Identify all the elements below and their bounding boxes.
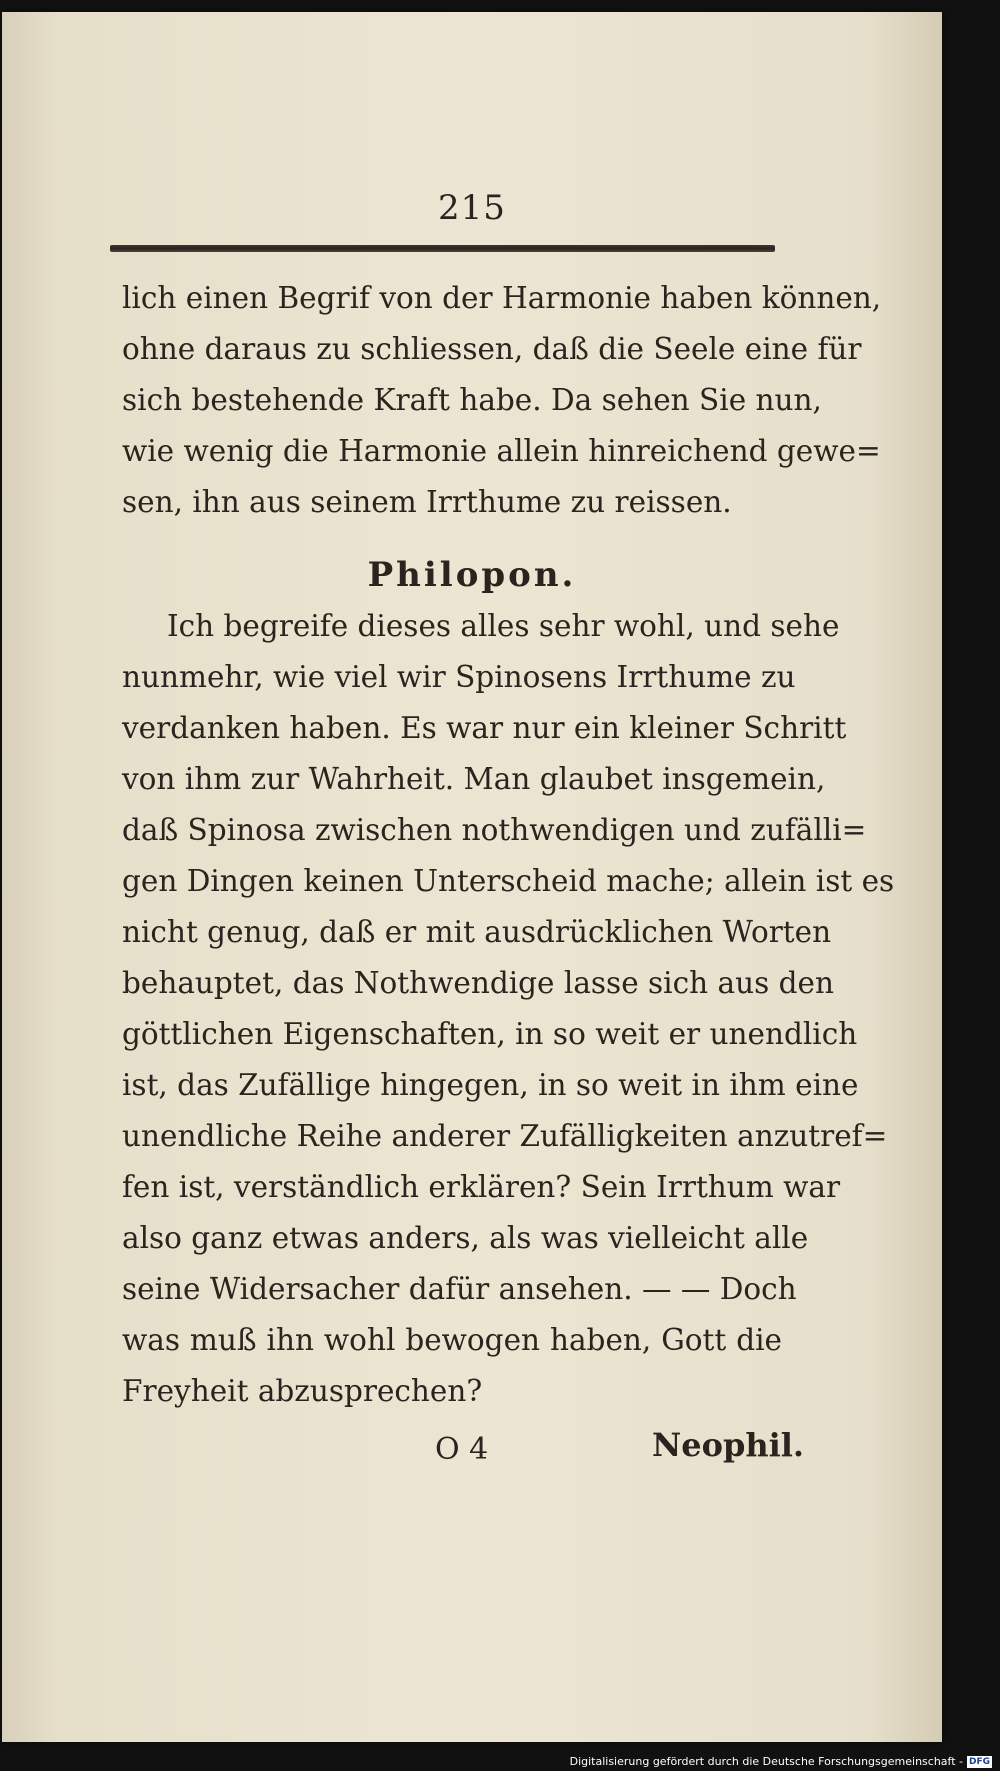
text-line: verdanken haben. Es war nur ein kleiner Schritt (122, 711, 847, 745)
text-line: lich einen Begrif von der Harmonie haben können, (122, 281, 882, 315)
text-line: daß Spinosa zwischen nothwendigen und zufälli= (122, 813, 867, 847)
text-line: wie wenig die Harmonie allein hinreichend gewe= (122, 434, 881, 468)
catchword: Neophil. (652, 1426, 805, 1464)
text-line: behauptet, das Nothwendige lasse sich aus den (122, 966, 834, 1000)
page-number: 215 (438, 188, 506, 228)
text-line: von ihm zur Wahrheit. Man glaubet insgemein, (122, 762, 826, 796)
text-line: sich bestehende Kraft habe. Da sehen Sie nun, (122, 383, 822, 417)
text-line: ist, das Zufällige hingegen, in so weit in ihm eine (122, 1068, 859, 1102)
text-line: göttlichen Eigenschaften, in so weit er unendlich (122, 1017, 858, 1051)
text-line: sen, ihn aus seinem Irrthume zu reissen. (122, 485, 732, 519)
text-line: also ganz etwas anders, als was vielleicht alle (122, 1221, 809, 1255)
text-line: was muß ihn wohl bewogen haben, Gott die (122, 1323, 782, 1357)
text-line: ohne daraus zu schliessen, daß die Seele eine für (122, 332, 862, 366)
speaker-heading: Philopon. (367, 555, 577, 595)
text-line: Ich begreife dieses alles sehr wohl, und sehe (167, 609, 840, 643)
text-line: seine Widersacher dafür ansehen. — — Doch (122, 1272, 797, 1306)
text-line: Freyheit abzusprechen? (122, 1374, 483, 1408)
dfg-logo: DFG (968, 1756, 990, 1767)
text-line: fen ist, verständlich erklären? Sein Irrthum war (122, 1170, 841, 1204)
credit-text: Digitalisierung gefördert durch die Deutsche Forschungsgemeinschaft - (569, 1755, 963, 1768)
text-line: gen Dingen keinen Unterscheid mache; allein ist es (122, 864, 895, 898)
book-page (2, 12, 942, 1742)
signature-mark: O 4 (435, 1432, 489, 1467)
header-rule (110, 245, 775, 252)
digitization-credit (570, 1755, 992, 1768)
text-line: nicht genug, daß er mit ausdrücklichen Worten (122, 915, 832, 949)
text-line: nunmehr, wie viel wir Spinosens Irrthume zu (122, 660, 796, 694)
text-line: unendliche Reihe anderer Zufälligkeiten anzutref= (122, 1119, 888, 1153)
